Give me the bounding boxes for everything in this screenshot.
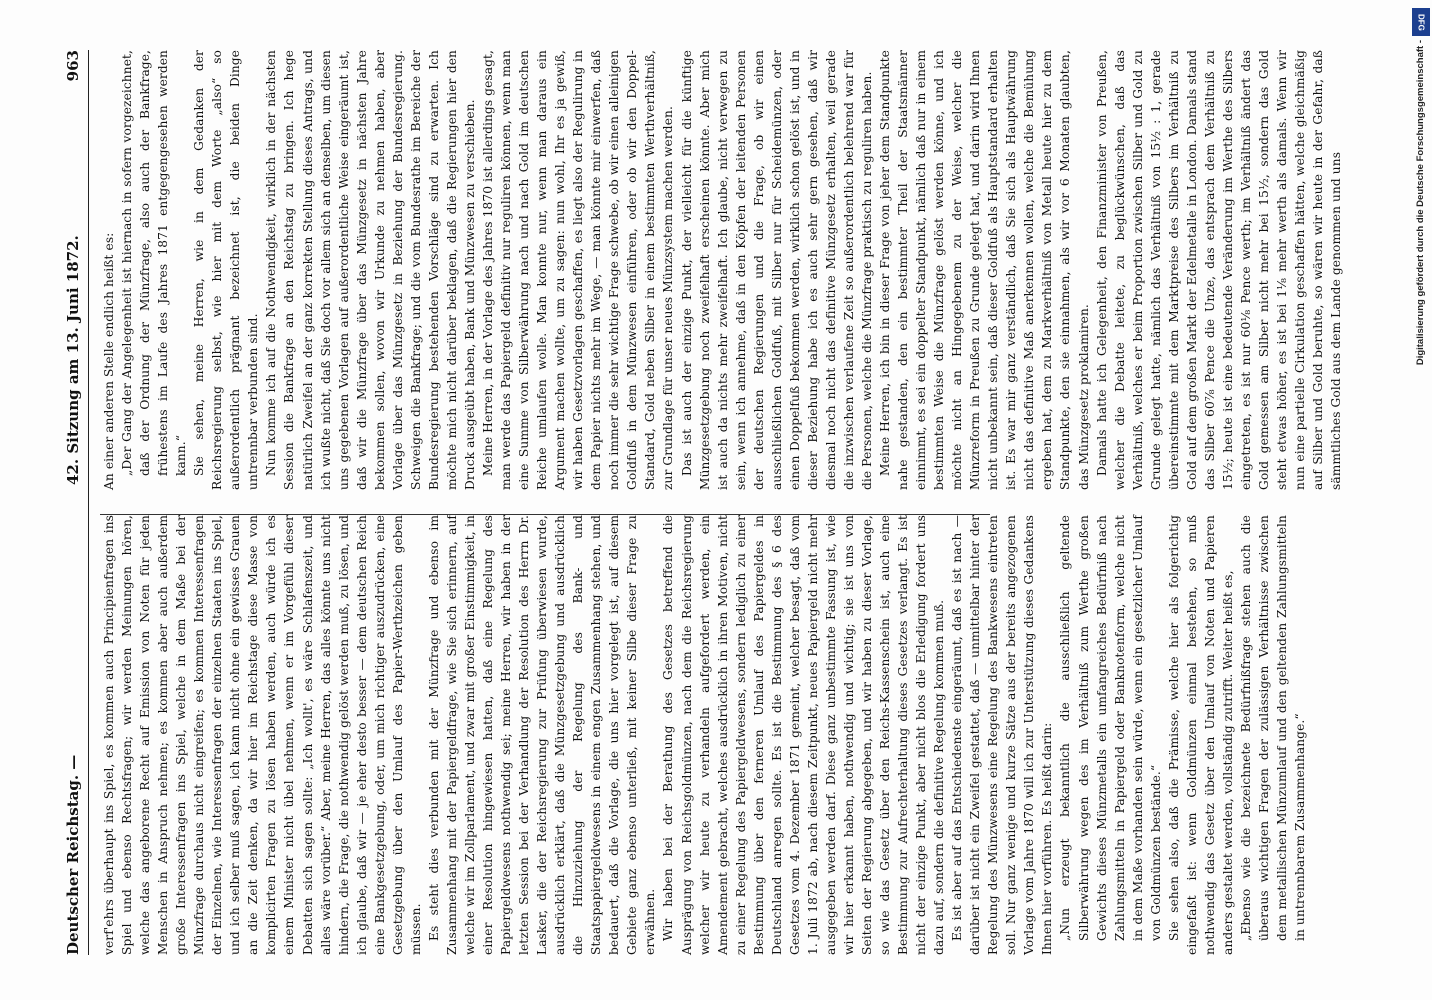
paragraph: Wir haben bei der Berathung des Gesetzes betreffend die Ausprägung von Reichsgoldmünzen, nach dem die Reichsregierung welcher wir heute zu verhandeln aufgefordert werden, ein Amendement gebracht, welches ausdrücklich in ihren Motiven, nicht zu einer Regelung des Papiergeldwesens, sondern lediglich zu einer Bestimmung über den ferneren Umlauf des Papiergeldes in Deutschland anregen sollte. Es ist die Bestimmung des § 6 des Gesetzes vom 4. Dezember 1871 gemeint, welcher besagt, daß vom 1. Juli 1872 ab, nach diesem Zeitpunkt, neues Papiergeld nicht mehr ausgegeben werden darf. Diese ganz unbestimmte Fassung ist, wie wir hier erkannt haben, nothwendig und wichtig; sie ist uns von Seiten der Regierung abgegeben, und wir haben zu dieser Vorlage, so wie das Gesetz über den Reichs-Kassenschein ist, auch eine Bestimmung zur Aufrechterhaltung dieses Gesetzes verlangt. Es ist nicht der einzige Punkt, aber nicht blos die Erledigung fordert uns dazu auf, sondern die definitive Regelung kommen muß. [661, 515, 947, 955]
paragraph: Es ist aber auf das Entschiedenste eingeräumt, daß es ist nach — darüber ist nicht ein Zweifel gestattet, daß — unmittelbar hinter der Regelung des Münzwesens eine Regelung des Bankwesens eintreten soll. Nur ganz wenige und kurze Sätze aus der bereits angezogenen Vorlage vom Jahre 1870 will ich zur Unterstützung dieses Gedankens Ihnen hier vorführen. Es heißt darin: [950, 515, 1055, 955]
paragraph: „Nun erzeugt bekanntlich die ausschließlich geltende Silberwährung wegen des im Verhältniß zum Werthe großen Gewichts dieses Münzmetalls ein umfangreiches Bedürfniß nach Zahlungsmitteln in Papiergeld oder Banknotenform, welche nicht in dem Maße vorhanden sein würde, wenn ein gesetzlicher Umlauf von Goldmünzen bestände.“ [1058, 515, 1163, 941]
header-session-date: 42. Sitzung am 13. Juni 1872. [64, 235, 82, 485]
paragraph: verf'ehrs überhaupt ins Spiel, es kommen auch Principienfragen ins Spiel und ebenso Rechtsfragen; wir werden Meinungen hören, welche das angeborene Recht auf Emission von Noten für jeden Menschen in Anspruch nehmen; es kommen aber auch außerdem große Interessenfragen ins Spiel, welche in dem Maße bei der Münzfrage durchaus nicht eingreifen; es kommen Interessenfragen der Einzelnen, wie Interessenfragen der einzelnen Staaten ins Spiel, und ich selber muß sagen, ich kann nicht ohne ein gewisses Grauen an die Zeit denken, da wir hier im Reichstage diese Masse von komplicirten Fragen zu lösen haben werden, auch würde ich es einem Minister nicht übel nehmen, wenn er im Vorgefühl dieser Debatten sich sagen sollte: „Ich wollt', es wäre Schlafenszeit, und alles wäre vorüber.“ Aber, meine Herren, das alles könnte uns nicht hindern, die Frage, die nothwendig gelöst werden muß, zu lösen, und ich glaube, daß wir — je eher desto besser — dem deutschen Reich eine Bankgesetzgebung, oder, um mich richtiger auszudrücken, eine Gesetzgebung über den Umlauf des Papier-Werthzeichen geben müssen. [102, 515, 423, 955]
paragraph: Meine Herren, in der Vorlage des Jahres 1870 ist allerdings gesagt, man werde das Papiergeld definitiv nur reguliren können, wenn man eine Summe von Silberwährung nach und nach Gold im deutschen Reiche umlaufen wolle. Man konnte nur, wenn man daraus ein Argument machen wollte, um zu sagen: nun wohl, Ihr es ja gewiß, wir haben Gesetzvorlagen geschaffen, es liegt also der Regulirung in dem Papier nichts mehr im Wege, — man könnte mir einwerfen, daß noch immer die sehr wichtige Frage schwebe, ob wir einen alleinigen Goldfuß in dem Münzwesen einführen, oder ob wir den Doppel-Standard, Gold neben Silber in einem bestimmten Werthverhältniß, zur Grundlage für unser neues Münzsystem machen werden. [480, 50, 676, 490]
header-page-number: 963 [64, 50, 82, 82]
digitization-credit [1412, 8, 1430, 708]
paragraph: Damals hatte ich Gelegenheit, den Finanzminister von Preußen, welcher die Debatte leitete, zu beglückwünschen, daß das Verhältniß, welches er beim Proportion zwischen Silber und Gold zu Grunde gelegt hatte, nämlich das Verhältniß von 15½ : 1, gerade übereinstimmte mit dem Marktpreise des Silbers im Verhältniß zu Gold auf dem großen Markt der Edelmetalle in London. Damals stand das Silber 60⅞ Pence die Unze, das entsprach dem Verhältniß zu 15½; heute ist eine bedeutende Veränderung im Werthe des Silbers eingetreten, es ist nur 60⅛ Pence werth; im Verhältniß ändert das Gold gemessen am Silber nicht mehr bei 15½, sondern das Gold steht etwas höher, es ist bei 1⅛ mehr werth als damals. Wenn wir nun eine partielle Cirkulation geschaffen hätten, welche gleichmäßig auf Silber und Gold beruhte, so wären wir heute in der Gefahr, daß sämmtliches Gold aus dem Lande genommen und uns [1094, 50, 1344, 490]
dfg-logo: DFG [1412, 8, 1430, 36]
paragraph: Nun komme ich auf die Nothwendigkeit, wirklich in der nächsten Session die Bankfrage an den Reichstag zu bringen. Ich hege natürlich Zweifel an der ganz korrekten Stellung dieses Antrags, und ich wußte nicht, daß Sie doch vor allem sich an denselben, um diesen uns gegebenen Vorlagen auf außerordentliche Weise eingeräumt ist, daß wir die Münzfrage über das Münzgesetz in nächsten Jahre bekommen sollen, wovon wir Urkunde zu nehmen haben, aber Vorlage über das Münzgesetz in Beziehung der Bundesregierung. Schweigen die Bankfrage; und die vom Bundesrathe im Bereiche der Bundesregierung bestehenden Vorschläge sind zu erwarten. Ich möchte mich nicht darüber beklagen, daß die Regierungen hier den Druck ausgeübt haben, Bank und Münzwesen zu verschieben. [264, 50, 477, 490]
paragraph: Sie sehen also, daß die Prämisse, welche hier als folgerichtig eingefaßt ist: wenn Goldmünzen einmal bestehen, so muß nothwendig das Gesetz über den Umlauf von Noten und Papieren anders gestaltet werden, vollständig zutrifft. Weiter heißt es, [1166, 515, 1235, 955]
paragraph: Sie sehen, meine Herren, wie in dem Gedanken der Reichsregierung selbst, wie hier mit dem Worte „also“ so außerordentlich prägnant bezeichnet ist, die beiden Dinge untrennbar verbunden sind. [192, 50, 261, 490]
column-divider [100, 514, 990, 515]
paragraph: An einer anderen Stelle endlich heißt es: [102, 232, 116, 490]
paragraph: „Ebenso wie die bezeichnete Bedürfnißfrage stehen auch die überaus wichtigen Fragen der zulässigen Verhältnisse zwischen dem metallischen Münzumlauf und den geltenden Zahlungsmitteln in untrennbarem Zusammenhange.“ [1238, 515, 1308, 941]
text-column-left [100, 515, 1308, 955]
credit-text: Digitalisierung gefördert durch die Deutsche Forschungsgemeinschaft - [1415, 40, 1426, 366]
header-publication-title: Deutscher Reichstag. — [64, 754, 82, 955]
paragraph: Das ist auch der einzige Punkt, der vielleicht für die künftige Münzgesetzgebung noch zweifelhaft erscheinen könnte. Aber mich ist auch da nichts mehr zweifelhaft. Ich glaube, nicht verwegen zu sein, wenn ich annehme, daß in den Köpfen der leitenden Personen der deutschen Regierungen und die Frage, ob wir einen ausschließlichen Goldfuß, mit Silber nur für Scheidemünzen, oder einen Doppelfuß bekommen werden, wirklich schon gelöst ist, und in dieser Beziehung habe ich es auch sehr gern gesehen, daß wir diesmal noch nicht das definitive Münzgesetz erhalten, weil gerade die inzwischen verlaufene Zeit so außerordentlich belehrend war für die Personen, welche die Münzfrage praktisch zu reguliren haben. [679, 50, 874, 490]
running-header [62, 50, 89, 955]
text-column-right [100, 50, 1344, 490]
paragraph: Meine Herren, ich bin in dieser Frage von jeher dem Standpunkte nahe gestanden, den ein bestimmter Theil der Staatsmänner einnimmt, es sei ein doppelter Standpunkt, nämlich daß nur in einem bestimmten Weise die Münzfrage gelöst werden könne, und ich möchte nicht an Hingegebenem zu der Weise, welcher die Münzreform in Preußen zu Grunde gelegt hat, und darin wird Ihnen nicht unbekannt sein, daß dieser Goldfuß als Hauptstandard erhalten ist. Es war mir ganz verständlich, daß Sie sich als Hauptwährung nicht das definitive Maß anerkennen wollen, welche die Bemühung ergeben hat, dem zu Markverhältniß von Metall heute hier zu dem Standpunkte, den sie einnahmen, als wir vor 6 Monaten glaubten, das Münzgesetz proklamiren. [878, 50, 1091, 490]
paragraph: „Der Gang der Angelegenheit ist hiernach in sofern vorgezeichnet, daß der Ordnung der Münzfrage, also auch der Bankfrage, frühestens im Laufe des Jahres 1871 entgegengesehen werden kann.“ [120, 50, 189, 476]
paragraph: Es steht dies verbunden mit der Münzfrage und ebenso im Zusammenhang mit der Papiergeldfrage, wie Sie sich erinnern, auf welche wir im Zollparlament, und zwar mit großer Einstimmigkeit, in einer Resolution hingewiesen hatten, daß eine Regelung des Papiergeldwesens nothwendig sei; meine Herren, wir haben in der letzten Session bei der Verhandlung der Resolution des Herrn Dr. Lasker, die der Reichsregierung zur Prüfung überwiesen wurde, ausdrücklich erklärt, daß die Münzgesetzgebung und ausdrücklich die Hinzuziehung der Regelung des Bank- und Staatspapiergeldwesens in einem engen Zusammenhang stehen, und bedauert, daß die Vorlage, die uns hier vorgelegt ist, auf diesem Gebiete ganz ebenso unterließ, mit keiner Silbe dieser Frage zu erwähnen. [426, 515, 658, 955]
